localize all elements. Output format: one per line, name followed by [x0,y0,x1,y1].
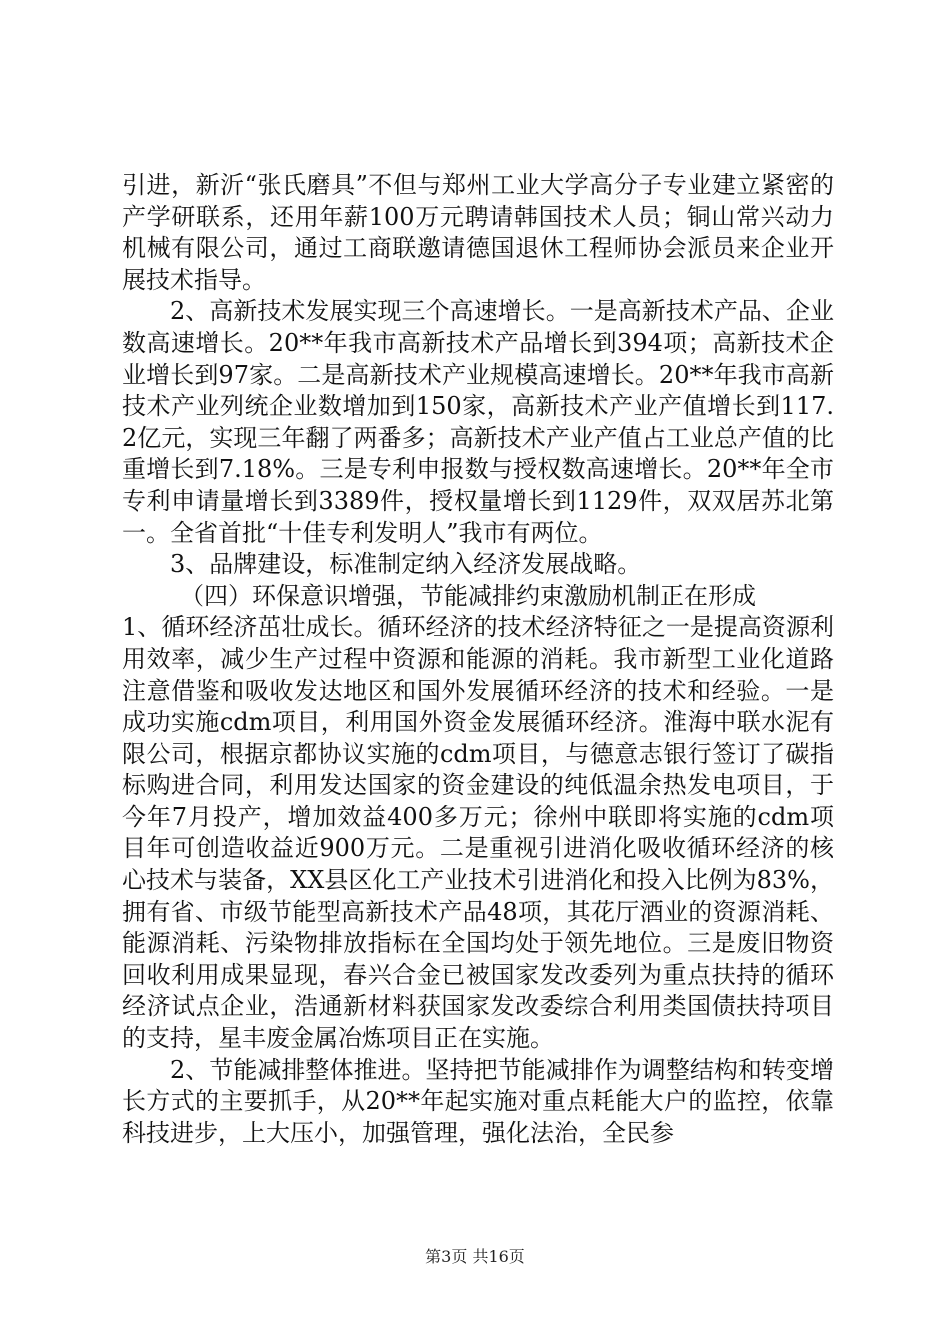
document-body [122,170,834,1149]
paragraph-circular-economy: 1、循环经济茁壮成长。循环经济的技术经济特征之一是提高资源利用效率，减少生产过程中资源和能源的消耗。我市新型工业化道路注意借鉴和吸收发达地区和国外发展循环经济的技术和经验。一是成功实施cdm项目，利用国外资金发展循环经济。淮海中联水泥有限公司，根据京都协议实施的cdm项目，与德意志银行签订了碳指标购进合同，利用发达国家的资金建设的纯低温余热发电项目，于今年7月投产，增加效益400多万元；徐州中联即将实施的cdm项目年可创造收益近900万元。二是重视引进消化吸收循环经济的核心技术与装备，XX县区化工产业技术引进消化和投入比例为83%，拥有省、市级节能型高新技术产品48项，其花厅酒业的资源消耗、能源消耗、污染物排放指标在全国均处于领先地位。三是废旧物资回收利用成果显现，春兴合金已被国家发改委列为重点扶持的循环经济试点企业，浩通新材料获国家发改委综合利用类国债扶持项目的支持，星丰废金属冶炼项目正在实施。 [122,613,834,1053]
paragraph-intro-continued: 引进，新沂“张氏磨具”不但与郑州工业大学高分子专业建立紧密的产学研联系，还用年薪100万元聘请韩国技术人员；铜山常兴动力机械有限公司，通过工商联邀请德国退休工程师协会派员来企业开展技术指导。 [122,171,834,294]
section-heading-environment: （四）环保意识增强，节能减排约束激励机制正在形成 [180,581,756,610]
page-number-footer: 第3页 共16页 [425,1247,525,1266]
paragraph-energy-saving: 2、节能减排整体推进。坚持把节能减排作为调整结构和转变增长方式的主要抓手，从20**年起实施对重点耗能大户的监控，依靠科技进步，上大压小，加强管理，强化法治，全民参 [122,1055,834,1147]
paragraph-high-tech-growth: 2、高新技术发展实现三个高速增长。一是高新技术产品、企业数高速增长。20**年我市高新技术产品增长到394项；高新技术企业增长到97家。二是高新技术产业规模高速增长。20**年我市高新技术产业列统企业数增加到150家，高新技术产业产值增长到117.2亿元，实现三年翻了两番多；高新技术产业产值占工业总产值的比重增长到7.18%。三是专利申报数与授权数高速增长。20**年全市专利申请量增长到3389件，授权量增长到1129件，双双居苏北第一。全省首批“十佳专利发明人”我市有两位。 [122,297,834,547]
paragraph-brand-building: 3、品牌建设，标准制定纳入经济发展战略。 [170,550,642,579]
